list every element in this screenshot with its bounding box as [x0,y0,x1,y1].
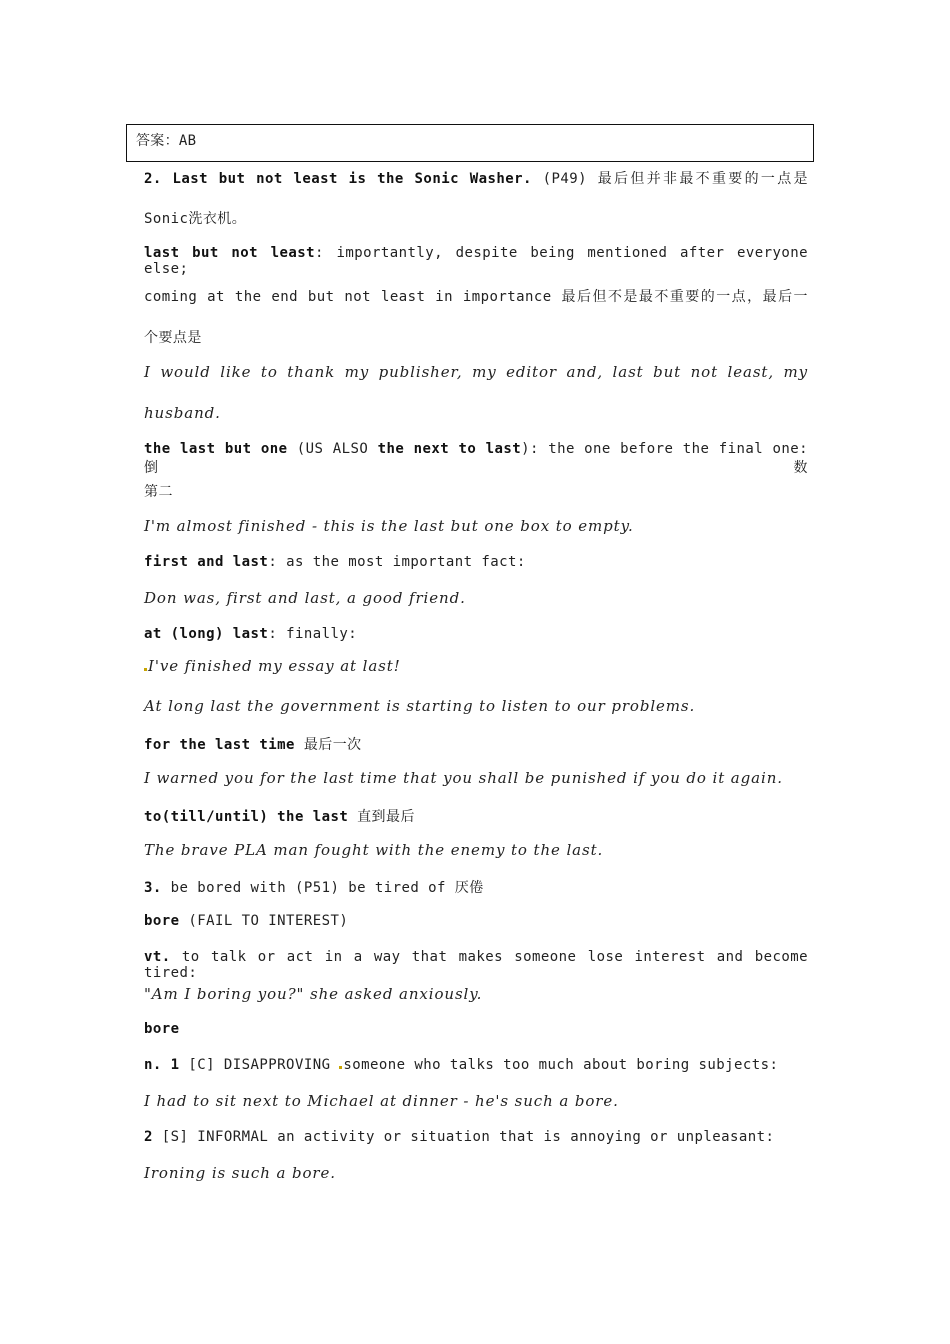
example-ttl: The brave PLA man fought with the enemy to the last. [144,841,604,859]
definition-lbnl-2: coming at the end but not least in importance 最后但不是最不重要的一点，最后一 [144,289,808,305]
headword-bore-2: bore [144,1021,180,1037]
definition-lbo-2: 第二 [144,484,173,500]
definition-lbo-1: the last but one (US ALSO the next to last): the one before the final one: 倒数 [144,441,808,476]
example-bore-n1: I had to sit next to Michael at dinner - he's such a bore. [144,1092,619,1110]
example-bore-n2: Ironing is such a bore. [144,1164,336,1182]
definition-fal: first and last: as the most important fact: [144,554,526,570]
answer-box [126,124,814,162]
example-all-2: At long last the government is starting to listen to our problems. [144,697,696,715]
example-fal: Don was, first and last, a good friend. [144,589,466,607]
marker-dot [339,1066,342,1069]
definition-lbnl-1: last but not least: importantly, despite being mentioned after everyone else; [144,245,808,277]
example-all-1: I've finished my essay at last! [144,657,808,675]
definition-bore-n1: n. 1 [C] DISAPPROVING someone who talks too much about boring subjects: [144,1057,779,1073]
example-flt: I warned you for the last time that you shall be punished if you do it again. [144,769,783,787]
definition-ttl: to(till/until) the last 直到最后 [144,809,415,825]
item-3-heading: 3. be bored with (P51) be tired of 厌倦 [144,880,484,896]
definition-lbnl-3: 个要点是 [144,330,202,346]
example-lbnl-1: I would like to thank my publisher, my editor and, last but not least, my [144,363,808,381]
example-lbnl-2: husband. [144,404,221,422]
item-2-heading: 2. Last but not least is the Sonic Washer. (P49) 最后但并非最不重要的一点是 [144,171,808,187]
item-2-continuation: Sonic洗衣机。 [144,211,247,227]
definition-bore-n2: 2 [S] INFORMAL an activity or situation that is annoying or unpleasant: [144,1129,775,1145]
definition-bore-vt: vt. to talk or act in a way that makes someone lose interest and become tired: [144,949,808,981]
example-lbo: I'm almost finished - this is the last but one box to empty. [144,517,634,535]
answer-text: 答案：AB [136,133,197,149]
example-bore-vt: "Am I boring you?" she asked anxiously. [144,985,483,1003]
marker-dot [144,668,147,671]
headword-bore-1: bore (FAIL TO INTEREST) [144,913,349,929]
definition-flt: for the last time 最后一次 [144,737,362,753]
definition-all: at (long) last: finally: [144,626,358,642]
